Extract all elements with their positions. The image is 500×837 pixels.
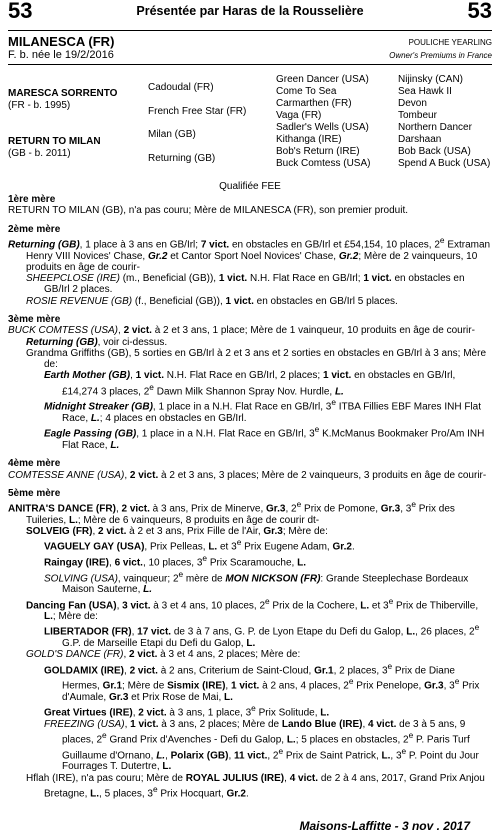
entry-sheepclose: SHEEPCLOSE (IRE) (m., Beneficial (GB)), 1 vict. N.H. Flat Race en GB/Irl; 1 vict. en obstacles en GB/Irl 2 places.: [26, 273, 465, 296]
sale-footer: Maisons-Laffitte - 3 nov . 2017: [299, 819, 470, 833]
pedigree-dam: RETURN TO MILAN: [8, 136, 101, 147]
entry-great-virtues: Great Virtues (IRE), 2 vict. à 3 ans, 1 place, 3e Prix Solitude, L.: [44, 703, 330, 719]
lot-number-left: 53: [8, 0, 33, 23]
pedigree-gen3: Darshaan: [398, 134, 442, 145]
pedigree-gen3: Northern Dancer: [398, 122, 472, 133]
entry-returning: Returning (GB), 1 place à 3 ans en GB/Irl; 7 vict. en obstacles en GB/Irl et £54,154, 10 places, 2e Extraman Henry VIII Novices' Chase, Gr.2 et Cantor Sport Noel Novices' Chase, Gr.2; Mère de 2 vainqueurs, 10 produits en âge de courir-: [8, 234, 491, 273]
entry-comtesse-anne: COMTESSE ANNE (USA), 2 vict. à 2 et 3 ans, 3 places; Mère de 2 vainqueurs, 3 produits en âge de courir-: [8, 469, 487, 481]
section-second-dam-title: 2ème mère: [8, 223, 61, 235]
pedigree-gen3: Sea Hawk II: [398, 86, 452, 97]
section-fourth-dam-title: 4ème mère: [8, 458, 61, 470]
pedigree-gen3: Kithanga (IRE): [276, 134, 342, 145]
top-rule: [8, 30, 492, 31]
entry-solveig: SOLVEIG (FR), 2 vict. à 2 et 3 ans, Prix Fille de l'Air, Gr.3; Mère de:: [26, 526, 328, 538]
pedigree-gen3: Spend A Buck (USA): [398, 158, 491, 169]
premium-note: Owner's Premiums in France: [389, 51, 492, 60]
pedigree-dam-info: (GB - b. 2011): [8, 148, 71, 159]
pedigree-rule: [8, 64, 492, 65]
entry-golds-dance: GOLD'S DANCE (FR), 2 vict. à 3 et 4 ans, 2 places; Mère de:: [26, 649, 301, 661]
section-first-dam-title: 1ère mère: [8, 194, 56, 205]
lot-number-right: 53: [467, 0, 492, 23]
pedigree-gen3: Vaga (FR): [276, 110, 322, 121]
entry-earth-mother: Earth Mother (GB), 1 vict. N.H. Flat Race en GB/Irl, 2 places; 1 vict. en obstacles en GB/Irl, £14,274 3 places, 2e Dawn Milk Shannon Spray Nov. Hurdle, L.: [44, 370, 456, 398]
entry-grandma-griffiths: Grandma Griffiths (GB), 5 sorties en GB/Irl à 2 et 3 ans et 2 sorties en obstacles en GB/Irl à 3 ans; Mère de:: [26, 347, 487, 371]
entry-hflah: Hflah (IRE), n'a pas couru; Mère de ROYAL JULIUS (IRE), 4 vict. de 2 à 4 ans, 2017, Grand Prix Anjou Bretagne, L., 5 places, 3e Prix Hocquart, Gr.2.: [26, 772, 485, 800]
entry-returning-ref: Returning (GB), voir ci-dessus.: [26, 336, 168, 348]
qualifiee-label: Qualifiée FEE: [219, 181, 281, 192]
horse-name: MILANESCA (FR): [8, 34, 115, 49]
horse-class: POULICHE YEARLING: [408, 38, 492, 47]
pedigree-gen2: Returning (GB): [148, 153, 216, 164]
entry-eagle-passing: Eagle Passing (GB), 1 place in a N.H. Flat Race en GB/Irl, 3e K.McManus Bookmaker Pro/Am INH Flat Race, L.: [44, 424, 485, 451]
pedigree-gen3: Green Dancer (USA): [276, 74, 369, 85]
entry-anitras-dance: ANITRA'S DANCE (FR), 2 vict. à 3 ans, Prix de Minerve, Gr.3, 2e Prix de Pomone, Gr.3, 3e Prix des Tuileries, L.; Mère de 6 vainqueurs, 8 produits en âge de courir dt-: [8, 499, 455, 526]
section-third-dam-title: 3ème mère: [8, 314, 61, 325]
pedigree-gen3: Sadler's Wells (USA): [276, 122, 369, 133]
entry-goldamix: GOLDAMIX (IRE), 2 vict. à 2 ans, Criterium de Saint-Cloud, Gr.1, 2 places, 3e Prix de Diane Hermes, Gr.1; Mère de Sismix (IRE), 1 vict. à 2 ans, 4 places, 2e Prix Penelope, Gr.3, 3e Prix d'Aumale, Gr.3 et Prix Rose de Mai, L.: [44, 660, 480, 703]
pedigree-gen3: Bob Back (USA): [398, 146, 471, 157]
pedigree-gen2: French Free Star (FR): [148, 106, 247, 117]
pedigree-gen3: Tombeur: [398, 110, 437, 121]
dam-lines: [8, 194, 492, 800]
section-fifth-dam-title: 5ème mère: [8, 487, 61, 499]
consignor-header: Présentée par Haras de la Rousselière: [136, 4, 364, 18]
section-first-dam-text: RETURN TO MILAN (GB), n'a pas couru; Mère de MILANESCA (FR), son premier produit.: [8, 205, 408, 217]
pedigree-gen3: Nijinsky (CAN): [398, 74, 463, 85]
pedigree-gen2: Milan (GB): [148, 129, 196, 140]
entry-freezing: FREEZING (USA), 1 vict. à 3 ans, 2 places; Mère de Lando Blue (IRE), 4 vict. de 3 à 5 ans, 9 places, 2e Grand Prix d'Avenches - Defi du Galop, L.; 5 places en obstacles, 2e P. Paris Turf Guillaume d'Ornano, L., Polarix (GB), 11 vict., 2e Prix de Saint Patrick, L., 3e P. Point du Jour Fourrages T. Dutertre, L.: [44, 718, 479, 773]
entry-vaguely-gay: VAGUELY GAY (USA), Prix Pelleas, L. et 3e Prix Eugene Adam, Gr.2.: [44, 537, 355, 553]
pedigree-gen3: Bob's Return (IRE): [276, 146, 360, 157]
pedigree-gen3: Carmarthen (FR): [276, 98, 352, 109]
entry-raingay: Raingay (IRE), 6 vict., 10 places, 3e Prix Scaramouche, L.: [44, 552, 306, 569]
pedigree-gen3: Devon: [398, 98, 427, 109]
entry-dancing-fan: Dancing Fan (USA), 3 vict. à 3 et 4 ans, 10 places, 2e Prix de la Cochere, L. et 3e Prix de Thiberville, L.; Mère de:: [26, 595, 479, 623]
entry-midnight-streaker: Midnight Streaker (GB), 1 place in a N.H. Flat Race en GB/Irl, 3e ITBA Fillies EBF Mares INH Flat Race, L.; 4 places en obstacles en GB/Irl.: [44, 397, 481, 425]
pedigree-gen3: Buck Comtess (USA): [276, 158, 371, 169]
horse-details: F. b. née le 19/2/2016: [8, 49, 114, 61]
entry-solving: SOLVING (USA), vainqueur; 2e mère de MON NICKSON (FR): Grande Steeplechase Bordeaux Maison Sauterne, L.: [44, 568, 469, 596]
entry-libertador: LIBERTADOR (FR), 17 vict. de 3 à 7 ans, G. P. de Lyon Etape du Defi du Galop, L., 26 places, 2e G.P. de Marseille Etapi du Defi du Galop, L.: [44, 622, 480, 650]
pedigree-gen2: Cadoudal (FR): [148, 82, 214, 93]
entry-buck-comtess: BUCK COMTESS (USA), 2 vict. à 2 et 3 ans, 1 place; Mère de 1 vainqueur, 10 produits en âge de courir-: [8, 325, 475, 337]
pedigree-gen3: Come To Sea: [276, 86, 337, 97]
entry-rosie-revenue: ROSIE REVENUE (GB) (f., Beneficial (GB)), 1 vict. en obstacles en GB/Irl 5 places.: [26, 295, 398, 307]
pedigree-sire: MARESCA SORRENTO: [8, 88, 118, 99]
pedigree-sire-info: (FR - b. 1995): [8, 100, 71, 111]
